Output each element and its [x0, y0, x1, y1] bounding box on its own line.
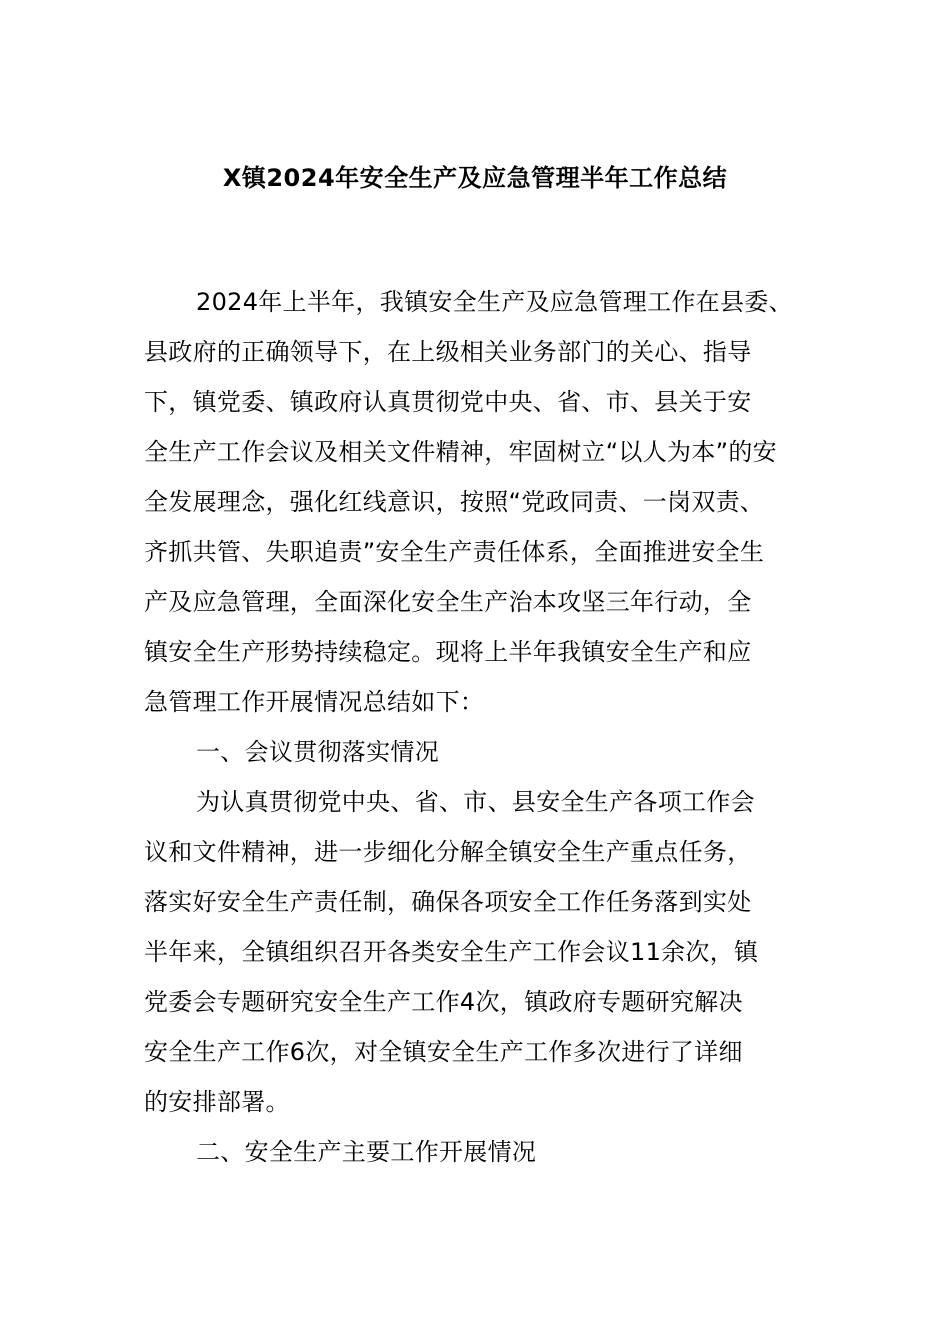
paragraph-2-line-1: 为认真贯彻党中央、省、市、县安全生产各项工作会: [196, 788, 755, 816]
paragraph-1-line-1: 2024年上半年，我镇安全生产及应急管理工作在县委、: [196, 288, 793, 316]
paragraph-1-line-2: 县政府的正确领导下，在上级相关业务部门的关心、指导: [144, 338, 752, 366]
section-heading-1: 一、会议贯彻落实情况: [196, 738, 439, 766]
paragraph-2-line-2: 议和文件精神，进一步细化分解全镇安全生产重点任务，: [144, 838, 752, 866]
paragraph-1-line-9: 急管理工作开展情况总结如下：: [144, 688, 485, 716]
paragraph-2-line-4: 半年来，全镇组织召开各类安全生产工作会议11余次，镇: [144, 938, 759, 966]
paragraph-2-line-3: 落实好安全生产责任制，确保各项安全工作任务落到实处: [144, 888, 752, 916]
paragraph-1-line-3: 下，镇党委、镇政府认真贯彻党中央、省、市、县关于安: [144, 388, 752, 416]
paragraph-2-line-6: 安全生产工作6次，对全镇安全生产工作多次进行了详细: [144, 1038, 743, 1066]
paragraph-2-line-7: 的安排部署。: [144, 1088, 290, 1116]
paragraph-1-line-7: 产及应急管理，全面深化安全生产治本攻坚三年行动，全: [144, 588, 752, 616]
paragraph-1-line-6: 齐抓共管、失职追责”安全生产责任体系，全面推进安全生: [144, 538, 765, 566]
section-heading-2: 二、安全生产主要工作开展情况: [196, 1138, 537, 1166]
paragraph-1-line-8: 镇安全生产形势持续稳定。现将上半年我镇安全生产和应: [144, 638, 752, 666]
paragraph-2-line-5: 党委会专题研究安全生产工作4次，镇政府专题研究解决: [144, 988, 743, 1016]
paragraph-1-line-5: 全发展理念，强化红线意识，按照“党政同责、一岗双责、: [144, 488, 765, 516]
paragraph-1-line-4: 全生产工作会议及相关文件精神，牢固树立“以人为本”的安: [144, 438, 777, 466]
document-title: X镇2024年安全生产及应急管理半年工作总结: [222, 164, 728, 192]
